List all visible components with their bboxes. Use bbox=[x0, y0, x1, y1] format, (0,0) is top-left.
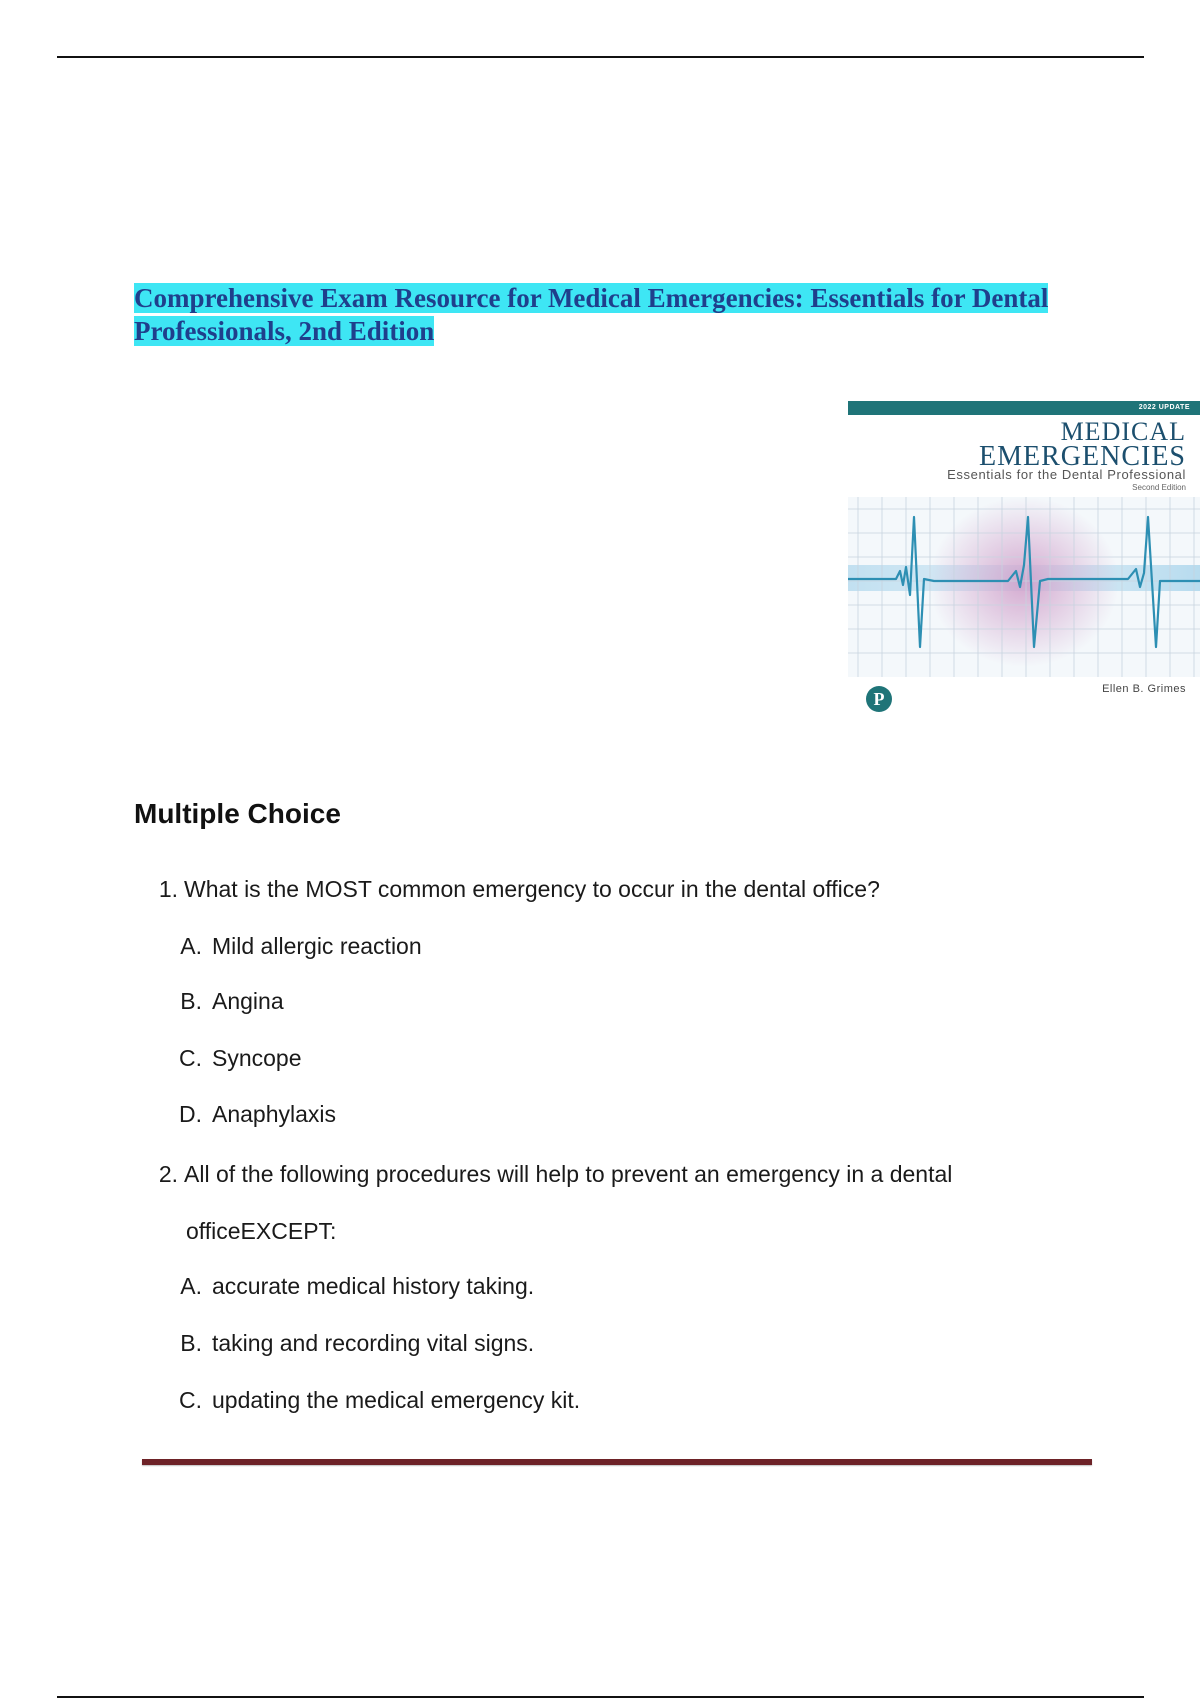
answer-option bbox=[176, 988, 284, 1015]
cover-banner: 2022 UPDATE bbox=[848, 401, 1200, 415]
option-text: Angina bbox=[212, 988, 284, 1014]
question-number: 1. bbox=[158, 876, 178, 902]
question-1 bbox=[146, 876, 880, 903]
top-rule bbox=[57, 56, 1144, 58]
option-letter: D. bbox=[179, 1101, 202, 1127]
option-letter: A. bbox=[180, 1273, 202, 1299]
question-number: 2. bbox=[158, 1161, 178, 1187]
answer-option bbox=[176, 1387, 580, 1414]
answer-option bbox=[176, 1045, 302, 1072]
option-letter: A. bbox=[180, 933, 202, 959]
section-heading: Multiple Choice bbox=[134, 798, 341, 829]
publisher-logo: P bbox=[866, 686, 892, 712]
answer-option bbox=[176, 1273, 534, 1300]
answer-option bbox=[176, 1101, 336, 1128]
option-letter: C. bbox=[179, 1387, 202, 1413]
option-text: taking and recording vital signs. bbox=[212, 1330, 535, 1356]
book-cover-image bbox=[848, 401, 1200, 715]
cover-title-line2: EMERGENCIES bbox=[979, 441, 1186, 472]
option-text: Syncope bbox=[212, 1045, 302, 1071]
option-letter: C. bbox=[179, 1045, 202, 1071]
answer-option bbox=[176, 1330, 534, 1357]
cover-title-line1: MEDICAL bbox=[1060, 417, 1186, 446]
option-text: accurate medical history taking. bbox=[212, 1273, 535, 1299]
question-2 bbox=[146, 1161, 952, 1188]
option-text: Mild allergic reaction bbox=[212, 933, 422, 959]
answer-option bbox=[176, 933, 422, 960]
bottom-rule bbox=[57, 1696, 1144, 1698]
question-text-continued: officeEXCEPT: bbox=[186, 1218, 337, 1244]
option-letter: B. bbox=[180, 1330, 202, 1356]
document-title: Comprehensive Exam Resource for Medical Emergencies: Essentials for Dental Professionals, 2nd Edition bbox=[134, 283, 1049, 346]
question-text: What is the MOST common emergency to occur in the dental office? bbox=[184, 876, 880, 902]
ecg-graphic bbox=[848, 497, 1200, 677]
option-text: updating the medical emergency kit. bbox=[212, 1387, 581, 1413]
cover-author: Ellen B. Grimes bbox=[1102, 683, 1186, 695]
option-letter: B. bbox=[180, 988, 202, 1014]
cover-edition: Second Edition bbox=[1132, 483, 1186, 492]
footer-rule bbox=[142, 1459, 1092, 1465]
cover-subtitle: Essentials for the Dental Professional bbox=[947, 467, 1186, 482]
option-text: Anaphylaxis bbox=[212, 1101, 337, 1127]
question-text: All of the following procedures will help to prevent an emergency in a dental bbox=[184, 1161, 953, 1187]
